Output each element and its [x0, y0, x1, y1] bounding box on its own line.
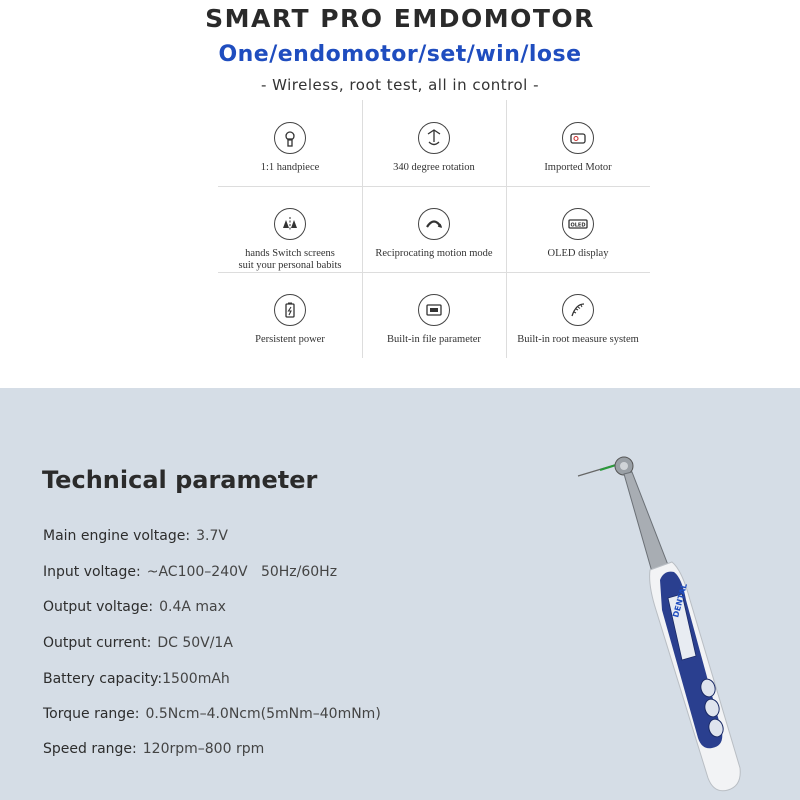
feature-file-parameter	[362, 272, 506, 358]
param-key: Battery capacity:	[43, 671, 163, 687]
param-value: DC 50V/1A	[157, 635, 233, 651]
param-row	[43, 564, 337, 580]
feature-battery	[218, 272, 362, 358]
page-tagline: - Wireless, root test, all in control -	[260, 76, 540, 94]
feature-label-line2: suit your personal babits	[238, 260, 342, 271]
feature-section	[0, 0, 800, 388]
feature-label: Imported Motor	[544, 162, 612, 173]
feature-label: Reciprocating motion mode	[375, 248, 493, 259]
param-row	[43, 599, 226, 615]
handpiece-head-cap	[620, 462, 628, 470]
feature-motor	[506, 100, 650, 186]
root-measure-icon	[562, 294, 594, 326]
param-value: 3.7V	[196, 528, 228, 544]
feature-label: 1:1 handpiece	[260, 162, 320, 173]
param-key: Torque range:	[43, 706, 140, 722]
param-key: Input voltage:	[43, 564, 141, 580]
technical-title: Technical parameter	[42, 466, 318, 494]
device-brand: DENTAL	[671, 582, 689, 619]
feature-label: Built-in root measure system	[517, 334, 639, 345]
reciprocating-icon	[418, 208, 450, 240]
param-key: Output current:	[43, 635, 152, 651]
param-value: 0.5Ncm–4.0Ncm(5mNm–40mNm)	[145, 706, 381, 722]
feature-label	[239, 248, 342, 272]
feature-hands-switch	[218, 186, 362, 272]
handpiece-neck	[624, 472, 668, 572]
file-parameter-icon	[418, 294, 450, 326]
rotation-icon	[418, 122, 450, 154]
feature-label: 340 degree rotation	[393, 162, 475, 173]
param-row	[43, 528, 228, 544]
hands-switch-icon	[274, 208, 306, 240]
param-row	[43, 706, 381, 722]
param-value: ~AC100–240V 50Hz/60Hz	[146, 564, 338, 580]
page-subtitle: One/endomotor/set/win/lose	[218, 42, 582, 67]
svg-text:OLED: OLED	[570, 222, 586, 229]
battery-icon	[274, 294, 306, 326]
param-row	[43, 741, 264, 757]
motor-icon	[562, 122, 594, 154]
param-key: Output voltage:	[43, 599, 154, 615]
feature-rotation	[362, 100, 506, 186]
feature-label-line1: hands Switch screens	[245, 248, 335, 259]
oled-icon	[562, 208, 594, 240]
feature-label: Built-in file parameter	[387, 334, 481, 345]
param-row	[43, 671, 230, 687]
param-key: Speed range:	[43, 741, 137, 757]
param-key: Main engine voltage:	[43, 528, 191, 544]
file-stopper	[600, 465, 616, 470]
feature-reciprocating	[362, 186, 506, 272]
param-value: 120rpm–800 rpm	[142, 741, 265, 757]
param-value: 0.4A max	[159, 599, 226, 615]
handpiece-icon	[274, 122, 306, 154]
feature-label: Persistent power	[255, 334, 325, 345]
feature-label: OLED display	[547, 248, 609, 259]
feature-grid	[218, 100, 650, 358]
feature-handpiece	[218, 100, 362, 186]
endomotor-device-image	[560, 450, 790, 800]
param-row	[43, 635, 233, 651]
feature-root-measure	[506, 272, 650, 358]
feature-oled	[506, 186, 650, 272]
page-title: SMART PRO EMDOMOTOR	[205, 4, 595, 33]
param-value: 1500mAh	[162, 671, 230, 687]
